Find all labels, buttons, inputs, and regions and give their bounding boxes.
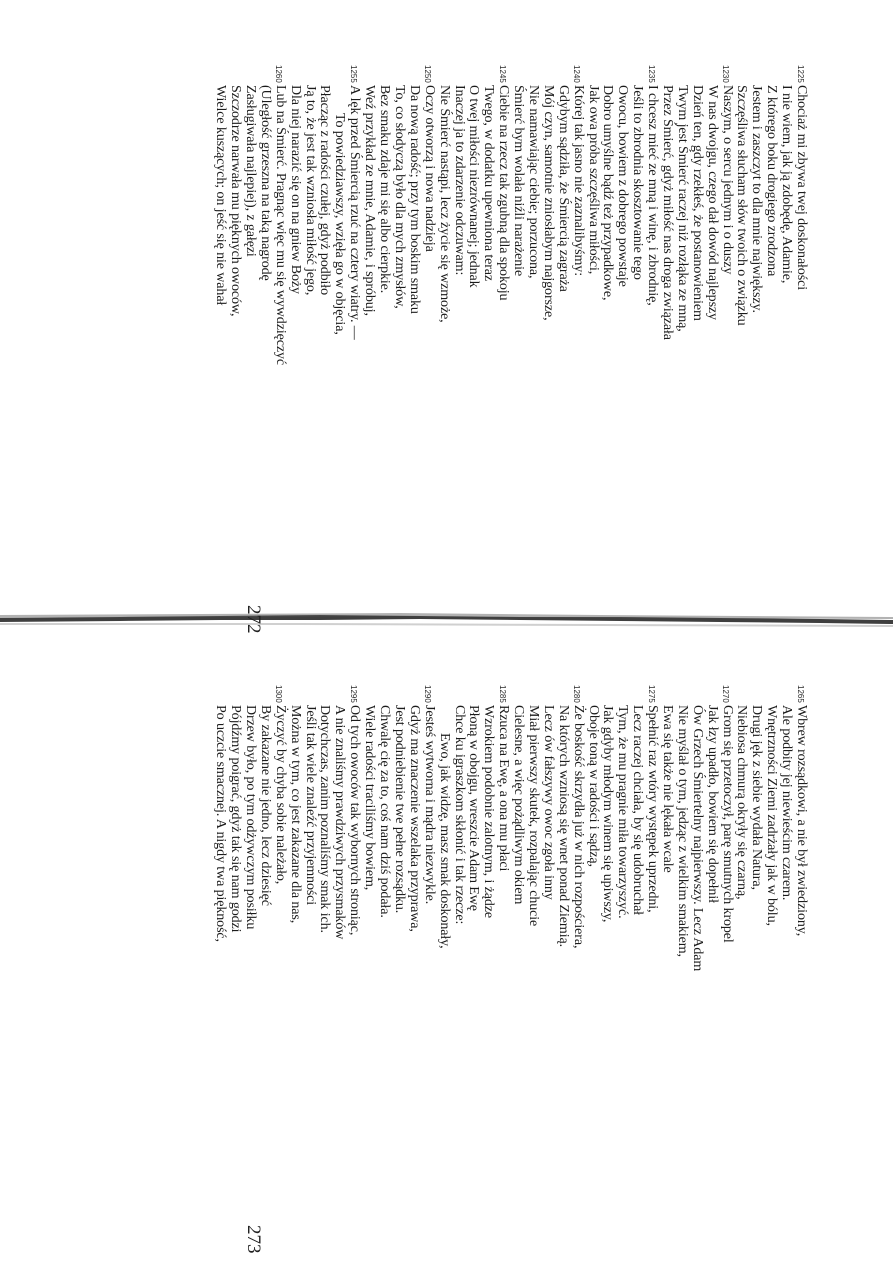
verse-number: 1300 <box>274 685 284 703</box>
verse-line: Naszym, o sercu jednym i o duszy <box>719 85 735 275</box>
verse-line: Spełnić raz wtóry występek uprzedni, <box>645 705 661 913</box>
verse-line: Lecz ów fałszywy owoc zgoła inny <box>540 705 556 900</box>
verse-line: Cielesne, a więc pożądliwym okiem <box>511 705 527 905</box>
verse-line: Inaczej ja to zdarzenie odczuwam: <box>451 85 467 276</box>
verse-number: 1295 <box>349 685 358 703</box>
verse-line: Dla niej narazić się on na gniew Boży <box>287 85 303 294</box>
page-272-text <box>212 85 808 605</box>
verse-line: O twej miłości niezrównanej; jednak <box>466 85 482 288</box>
verse-line: Po uczcie smacznej. A nigdy twa piękność, <box>213 705 229 942</box>
verse-line: Nie Śmierć nastąpi, lecz życie się wzmoże, <box>436 85 452 323</box>
verse-line: Gdybym sądziła, że Śmiercią zagraża <box>555 85 571 292</box>
verse-number: 1265 <box>796 685 805 703</box>
verse-line: Zasługiwała najlepiej), z gałęzi <box>243 85 259 257</box>
verse-line: Owocu, bowiem z dobrego powstaje <box>615 85 631 287</box>
verse-line: (Uległość grzeszna na taką nagrodę <box>257 85 273 281</box>
verse-line: Jest podniebienie twe pełne rozsądku. <box>391 705 407 914</box>
verse-line: Chwalę cię za to, coś nam dziś podała. <box>377 705 393 918</box>
verse-line: Miał pierwszy skutek, rozpalając chucie <box>525 705 541 927</box>
verse-line: A nie znaliśmy prawdziwych przysmaków <box>332 705 348 940</box>
verse-line: Wielce kuszących; on jeść się nie wahał <box>213 85 229 306</box>
verse-line: Szczęśliwa słucham słów twoich o związku <box>734 85 750 326</box>
verse-line: Bez smaku zdaje mi się albo cierpkie. <box>377 85 393 294</box>
verse-line: Szczodrze narwała mu pięknych owoców, <box>228 85 244 317</box>
verse-line: Weź przykład ze mnie, Adamie, i spróbuj, <box>362 85 378 316</box>
verse-line: Dzień ten, gdy rzekłeś, że postanowieniem <box>689 85 705 321</box>
verse-line: Można w tym, co jest zakazane dla nas, <box>287 705 303 924</box>
verse-number: 1250 <box>423 65 433 83</box>
verse-line: Na których wzniosą się wnet ponad Ziemią. <box>555 705 571 947</box>
verse-line: Wbrew rozsądkowi, a nie był zwiedziony, <box>794 705 809 937</box>
verse-line: By zakazane nie jedno, lecz dziesięć <box>257 705 273 906</box>
page-272 <box>108 65 809 634</box>
verse-number: 1285 <box>498 685 507 703</box>
verse-line: To powiedziawszy, wzięła go w objęcia, <box>332 113 348 335</box>
page-273-text <box>212 705 808 1225</box>
verse-number: 1270 <box>721 685 731 703</box>
verse-line: Śmierć bym wolała niźli narażenie <box>511 85 527 277</box>
verse-line: Niebiosa chmurą okryły się czarną, <box>734 705 750 900</box>
verse-line: Drugi jęk z siebie wydała Natura, <box>749 705 765 890</box>
verse-line: Twym jest Śmierć raczej niż rozłąka ze mną, <box>674 85 690 332</box>
verse-number: 1225 <box>796 65 805 83</box>
page-gutter-shadow <box>0 606 893 628</box>
verse-line: Pójdźmy poigrać, gdyż tak się nam godzi <box>228 705 244 933</box>
verse-line: Ów Grzech Śmiertelny najpierwszy. Lecz Adam <box>689 705 705 972</box>
verse-line: Jestem i zaszczyt to dla mnie największy. <box>749 85 765 313</box>
verse-line: Od tych owoców tak wybornych stroniąc, <box>347 705 363 936</box>
verse-line: Dotychczas, zanim poznaliśmy smak ich. <box>317 705 333 933</box>
verse-line: Drzew było, po tym odżywczym posiłku <box>243 705 259 930</box>
verse-line: Rzuca na Ewę, a ona mu płaci <box>496 705 512 872</box>
verse-line: Ewa się także nie lękała wcale <box>659 705 675 873</box>
verse-line: Oboje toną w radości i sądzą, <box>585 705 601 867</box>
verse-line: Przez Śmierć, gdyż miłość nas droga związała <box>659 85 675 340</box>
page-number-272: 272 <box>243 605 264 634</box>
page-number-273: 273 <box>243 1225 264 1254</box>
verse-line: Nie myślał o tym, jedząc z wielkim smakiem, <box>674 705 690 957</box>
verse-line: I chcesz mieć ze mną i winę, i zbrodnię, <box>645 85 661 306</box>
verse-number: 1290 <box>423 685 433 703</box>
verse-line: Dobro umyślne bądź też przypadkowe, <box>600 85 616 301</box>
verse-line: A lęk przed Śmiercią rzuć na cztery wiatry. — <box>347 85 363 340</box>
verse-number: 1240 <box>572 65 582 83</box>
verse-line: Chociaż mi zbywa twej doskonałości <box>794 85 809 290</box>
verse-number: 1260 <box>274 65 284 83</box>
verse-line: Lub na Śmierć. Pragnąc więc mu się wywdzięczyć <box>272 85 288 365</box>
verse-line: Grom się przetoczył, parę smutnych kropel <box>719 705 735 943</box>
verse-line: Ale podbity jej niewieścim czarem. <box>779 705 795 901</box>
verse-line: Jak owa próba szczęśliwa miłości, <box>585 85 601 275</box>
verse-line: Z którego boku drogiego zrodzona <box>764 85 780 277</box>
verse-line: Ewo, jak widzę, masz smak doskonały, <box>436 733 452 949</box>
verse-line: Jeśli to zbrodnia skosztowanie tego <box>630 85 646 280</box>
verse-number: 1275 <box>647 685 656 703</box>
page-273 <box>108 685 809 1254</box>
verse-line: Jesteś wytworna i mądra niezwykle. <box>421 705 437 905</box>
verse-number: 1280 <box>572 685 582 703</box>
verse-number: 1230 <box>721 65 731 83</box>
verse-line: Ją to, że jest tak wzniosła miłość jego, <box>302 85 318 296</box>
verse-line: Płoną w obojgu, wreszcie Adam Ewę <box>466 705 482 911</box>
verse-line: I nie wiem, jak ją zdobędę, Adamie, <box>779 85 795 284</box>
verse-line: Jak łzy upadło, bowiem się dopełnił <box>704 705 720 903</box>
verse-line: Mój czyn, samotnie zniosłabym najgorsze, <box>540 85 556 321</box>
verse-number: 1255 <box>349 65 358 83</box>
verse-line: Wzrokiem podobnie zalotnym, i żądze <box>481 705 497 919</box>
verse-line: Że boskość skrzydła już w nich rozpościera, <box>570 705 586 949</box>
verse-line: Da nową radość; przy tym boskim smaku <box>406 85 422 314</box>
verse-line: Oczy otworzą i nowa nadzieja <box>421 85 437 252</box>
verse-line: Chce ku igraszkom skłonić i tak rzecze: <box>451 705 467 925</box>
verse-line: Tym, że mu pragnie miła towarzyszyć. <box>615 705 631 919</box>
verse-line: Wiele radości traciliśmy bowiem, <box>362 705 378 891</box>
verse-line: Której tak jasno nie zaznalibyśmy: <box>570 85 586 276</box>
verse-line: Życzyć by chyba sobie należało, <box>272 705 288 885</box>
verse-line: Jeśli tak wiele znaleźć przyjemności <box>302 705 318 906</box>
verse-line: Gdyż ma znaczenie wszelaka przyprawa, <box>406 705 422 932</box>
verse-number: 1245 <box>498 65 507 83</box>
verse-line: Płacząc z radości czułej, gdyż podbiło <box>317 85 333 296</box>
verse-line: Twego, w dodatku upewniona teraz <box>481 85 497 282</box>
verse-line: To, co słodyczą było dla mych zmysłów, <box>391 85 407 309</box>
verse-number: 1235 <box>647 65 656 83</box>
verse-line: W nas dwojgu, czego dał dowód najlepszy <box>704 85 720 320</box>
verse-line: Jak gdyby młodym winem się upiwszy, <box>600 705 616 923</box>
verse-line: Lecz raczej chciała, by się udobruchał <box>630 705 646 915</box>
verse-line: Nie namawiając ciebie; porzucona, <box>525 85 541 279</box>
verse-line: Ciebie na rzecz tak zgubną dla spokoju <box>496 85 512 301</box>
verse-line: Wnętrzności Ziemi zadrżały jak w bólu, <box>764 705 780 926</box>
